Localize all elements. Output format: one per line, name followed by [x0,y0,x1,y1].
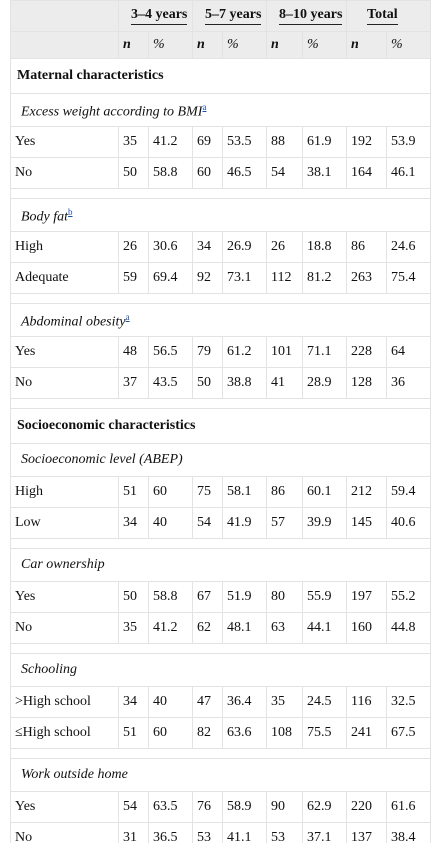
table-row [11,718,431,749]
header-percent: % [223,32,267,59]
category-title [11,304,431,337]
section-row [11,59,431,94]
cell-percent: 58.8 [149,158,193,189]
cell-percent: 53.9 [387,127,431,158]
header-group-label: Total [367,7,398,25]
cell-percent: 44.1 [303,613,347,644]
cell-percent: 71.1 [303,337,347,368]
cell-n: 35 [267,687,303,718]
cell-n: 108 [267,718,303,749]
cell-n: 197 [347,582,387,613]
table-row [11,477,431,508]
cell-n: 75 [193,477,223,508]
header-percent: % [387,32,431,59]
category-row [11,304,431,337]
table-body [11,59,431,843]
spacer-row [11,539,431,549]
section-row [11,409,431,444]
cell-percent: 75.5 [303,718,347,749]
header-group-8-10 [267,1,347,32]
cell-percent: 28.9 [303,368,347,399]
row-label: No [11,368,119,399]
table-row [11,368,431,399]
category-name: Socioeconomic level (ABEP) [21,452,183,467]
category-name: Abdominal obesity [21,314,126,330]
cell-percent: 61.2 [223,337,267,368]
section-title: Maternal characteristics [11,59,431,94]
category-name: Excess weight according to BMI [21,104,203,120]
spacer-row [11,189,431,199]
cell-n: 160 [347,613,387,644]
header-group-label: 5–7 years [205,7,261,25]
cell-n: 101 [267,337,303,368]
table-row [11,792,431,823]
row-label: No [11,823,119,843]
category-row [11,654,431,687]
header-n: n [119,32,149,59]
category-title [11,199,431,232]
table-row [11,687,431,718]
category-title [11,444,431,477]
cell-percent: 60 [149,477,193,508]
category-row [11,444,431,477]
cell-n: 62 [193,613,223,644]
cell-percent: 40.6 [387,508,431,539]
cell-n: 228 [347,337,387,368]
cell-percent: 39.9 [303,508,347,539]
cell-n: 50 [119,582,149,613]
spacer-row [11,749,431,759]
cell-n: 35 [119,613,149,644]
cell-n: 34 [119,508,149,539]
cell-percent: 55.9 [303,582,347,613]
table-row [11,823,431,843]
cell-percent: 67.5 [387,718,431,749]
cell-percent: 38.4 [387,823,431,843]
cell-n: 241 [347,718,387,749]
cell-n: 51 [119,718,149,749]
cell-n: 51 [119,477,149,508]
category-row [11,549,431,582]
header-n: n [267,32,303,59]
cell-percent: 46.1 [387,158,431,189]
cell-n: 263 [347,263,387,294]
footnote-link[interactable]: a [125,311,130,322]
category-name: Work outside home [21,767,128,782]
cell-n: 54 [267,158,303,189]
cell-n: 90 [267,792,303,823]
row-label: High [11,477,119,508]
spacer-cell [11,294,431,304]
cell-percent: 60.1 [303,477,347,508]
cell-n: 31 [119,823,149,843]
cell-n: 34 [119,687,149,718]
cell-n: 41 [267,368,303,399]
table-row [11,158,431,189]
cell-percent: 58.9 [223,792,267,823]
cell-percent: 75.4 [387,263,431,294]
row-label: ≤High school [11,718,119,749]
cell-n: 76 [193,792,223,823]
cell-n: 50 [119,158,149,189]
cell-percent: 53.5 [223,127,267,158]
cell-n: 54 [119,792,149,823]
table-row [11,127,431,158]
cell-percent: 46.5 [223,158,267,189]
cell-n: 53 [267,823,303,843]
cell-percent: 41.9 [223,508,267,539]
cell-n: 112 [267,263,303,294]
header-n: n [193,32,223,59]
cell-percent: 36.5 [149,823,193,843]
cell-n: 63 [267,613,303,644]
table-row [11,613,431,644]
cell-percent: 32.5 [387,687,431,718]
table-row [11,508,431,539]
cell-percent: 59.4 [387,477,431,508]
row-label: Yes [11,792,119,823]
row-label: Yes [11,582,119,613]
cell-n: 220 [347,792,387,823]
table-row [11,582,431,613]
row-label: No [11,613,119,644]
category-row [11,759,431,792]
spacer-cell [11,539,431,549]
spacer-cell [11,644,431,654]
cell-percent: 58.1 [223,477,267,508]
cell-n: 192 [347,127,387,158]
cell-n: 145 [347,508,387,539]
cell-percent: 43.5 [149,368,193,399]
footnote-marker [202,100,206,113]
category-name: Body fat [21,209,69,225]
cell-n: 80 [267,582,303,613]
row-label: Yes [11,127,119,158]
cell-percent: 30.6 [149,232,193,263]
cell-percent: 24.5 [303,687,347,718]
table-row [11,232,431,263]
cell-percent: 38.8 [223,368,267,399]
header-n: n [347,32,387,59]
cell-n: 37 [119,368,149,399]
footnote-marker [126,310,130,323]
spacer-row [11,294,431,304]
header-group-3-4 [119,1,193,32]
cell-percent: 55.2 [387,582,431,613]
cell-percent: 51.9 [223,582,267,613]
header-group-label: 3–4 years [131,7,187,25]
cell-n: 86 [267,477,303,508]
row-label: Yes [11,337,119,368]
row-label: No [11,158,119,189]
cell-n: 50 [193,368,223,399]
cell-percent: 73.1 [223,263,267,294]
header-empty-cell [11,1,119,32]
cell-percent: 41.2 [149,127,193,158]
table-header [11,1,431,59]
table-row [11,337,431,368]
cell-percent: 41.1 [223,823,267,843]
cell-n: 92 [193,263,223,294]
cell-n: 212 [347,477,387,508]
cell-percent: 36.4 [223,687,267,718]
cell-n: 53 [193,823,223,843]
cell-percent: 38.1 [303,158,347,189]
category-row [11,94,431,127]
cell-percent: 26.9 [223,232,267,263]
cell-n: 82 [193,718,223,749]
footnote-link[interactable]: a [202,101,207,112]
spacer-cell [11,399,431,409]
cell-percent: 18.8 [303,232,347,263]
cell-percent: 63.5 [149,792,193,823]
footnote-marker [68,205,73,218]
cell-percent: 44.8 [387,613,431,644]
cell-n: 88 [267,127,303,158]
cell-n: 128 [347,368,387,399]
header-group-5-7 [193,1,267,32]
cell-percent: 24.6 [387,232,431,263]
category-row [11,199,431,232]
category-name: Schooling [21,662,77,677]
category-title [11,94,431,127]
cell-n: 69 [193,127,223,158]
spacer-row [11,399,431,409]
category-name: Car ownership [21,557,105,572]
cell-percent: 40 [149,508,193,539]
cell-percent: 37.1 [303,823,347,843]
header-percent: % [303,32,347,59]
cell-n: 67 [193,582,223,613]
footnote-link[interactable]: b [68,206,73,217]
category-title [11,549,431,582]
cell-percent: 81.2 [303,263,347,294]
cell-percent: 48.1 [223,613,267,644]
cell-n: 137 [347,823,387,843]
cell-percent: 63.6 [223,718,267,749]
row-label: >High school [11,687,119,718]
cell-n: 57 [267,508,303,539]
cell-percent: 41.2 [149,613,193,644]
section-title: Socioeconomic characteristics [11,409,431,444]
cell-n: 79 [193,337,223,368]
row-label: Low [11,508,119,539]
category-title [11,654,431,687]
cell-percent: 36 [387,368,431,399]
header-empty-cell [11,32,119,59]
spacer-row [11,644,431,654]
cell-n: 164 [347,158,387,189]
header-group-total [347,1,431,32]
cell-n: 26 [119,232,149,263]
spacer-cell [11,189,431,199]
cell-n: 48 [119,337,149,368]
cell-percent: 64 [387,337,431,368]
header-group-label: 8–10 years [279,7,342,25]
cell-n: 35 [119,127,149,158]
cell-n: 60 [193,158,223,189]
cell-percent: 69.4 [149,263,193,294]
cell-percent: 60 [149,718,193,749]
cell-n: 26 [267,232,303,263]
cell-n: 86 [347,232,387,263]
cell-percent: 56.5 [149,337,193,368]
spacer-cell [11,749,431,759]
header-percent: % [149,32,193,59]
cell-n: 54 [193,508,223,539]
cell-percent: 58.8 [149,582,193,613]
cell-n: 34 [193,232,223,263]
category-title [11,759,431,792]
cell-percent: 61.6 [387,792,431,823]
data-table [10,0,431,843]
cell-percent: 62.9 [303,792,347,823]
cell-percent: 61.9 [303,127,347,158]
cell-n: 59 [119,263,149,294]
table-row [11,263,431,294]
row-label: High [11,232,119,263]
cell-percent: 40 [149,687,193,718]
cell-n: 116 [347,687,387,718]
row-label: Adequate [11,263,119,294]
cell-n: 47 [193,687,223,718]
